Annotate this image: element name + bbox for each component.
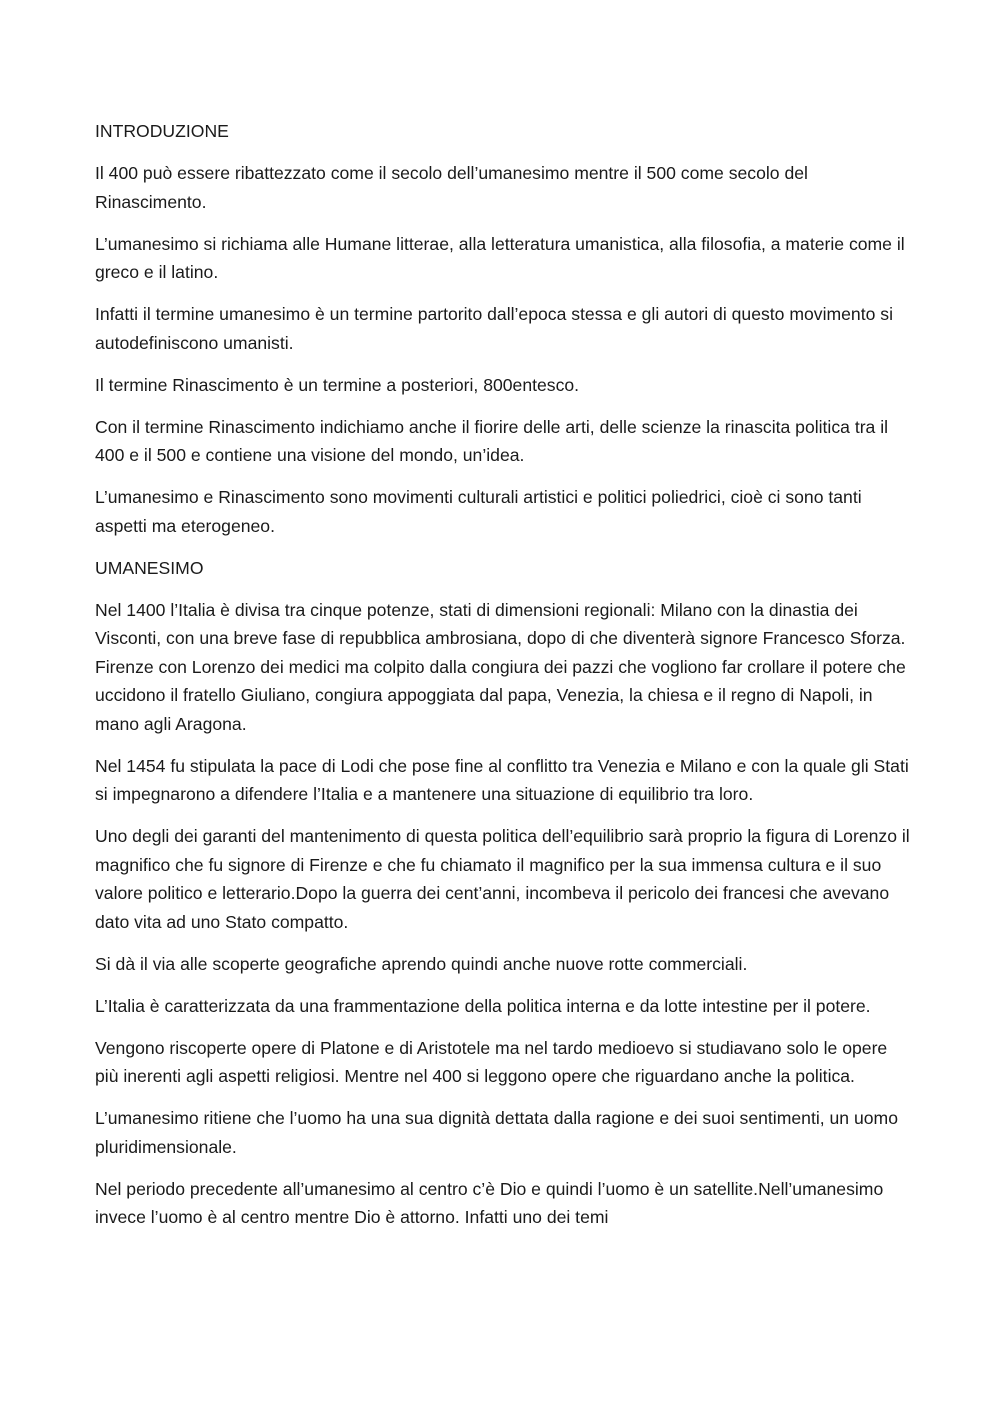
paragraph: Nel 1454 fu stipulata la pace di Lodi che pose fine al conflitto tra Venezia e Milano e con la quale gli Stati si impegnarono a difendere l’Italia e a mantenere una situazione di equilibrio tra loro. (95, 755, 909, 804)
paragraph: Nel periodo precedente all’umanesimo al centro c’è Dio e quindi l’uomo è un satellite.Nell’umanesimo invece l’uomo è al centro mentre Dio è attorno. Infatti uno dei temi (95, 1178, 884, 1227)
paragraph: Con il termine Rinascimento indichiamo anche il fiorire delle arti, delle scienze la rinascita politica tra il 400 e il 500 e contiene una visione del mondo, un’idea. (95, 416, 889, 465)
paragraph: L’umanesimo si richiama alle Humane litterae, alla letteratura umanistica, alla filosofia, a materie come il greco e il latino. (95, 233, 905, 282)
section-heading-umanesimo: UMANESIMO (95, 557, 204, 578)
paragraph: L’Italia è caratterizzata da una frammentazione della politica interna e da lotte intestine per il potere. (95, 995, 871, 1016)
paragraph: L’umanesimo ritiene che l’uomo ha una sua dignità dettata dalla ragione e dei suoi sentimenti, un uomo pluridimensionale. (95, 1108, 898, 1157)
paragraph: Infatti il termine umanesimo è un termine partorito dall’epoca stessa e gli autori di questo movimento si autodefiniscono umanisti. (95, 304, 893, 353)
document-page (95, 117, 910, 1245)
section-heading-introduzione: INTRODUZIONE (95, 121, 229, 141)
paragraph: Uno degli dei garanti del mantenimento di questa politica dell’equilibrio sarà proprio la figura di Lorenzo il magnifico che fu signore di Firenze e che fu chiamato il magnifico per la sua immensa cultura e il suo valore politico e letterario.Dopo la guerra dei cent’anni, incombeva il pericolo dei francesi che avevano dato vita ad uno Stato compatto. (95, 826, 910, 932)
paragraph: Il 400 può essere ribattezzato come il secolo dell’umanesimo mentre il 500 come secolo del Rinascimento. (95, 163, 808, 212)
paragraph: L’umanesimo e Rinascimento sono movimenti culturali artistici e politici poliedrici, cioè ci sono tanti aspetti ma eterogeneo. (95, 487, 862, 536)
paragraph: Si dà il via alle scoperte geografiche aprendo quindi anche nuove rotte commerciali. (95, 953, 748, 974)
paragraph: Vengono riscoperte opere di Platone e di Aristotele ma nel tardo medioevo si studiavano solo le opere più inerenti agli aspetti religiosi. Mentre nel 400 si leggono opere che riguardano anche la politica. (95, 1037, 888, 1086)
paragraph: Il termine Rinascimento è un termine a posteriori, 800entesco. (95, 374, 580, 395)
paragraph: Nel 1400 l’Italia è divisa tra cinque potenze, stati di dimensioni regionali: Milano con la dinastia dei Visconti, con una breve fase di repubblica ambrosiana, dopo di che diventerà signore Francesco Sforza. Firenze con Lorenzo dei medici ma colpito dalla congiura dei pazzi che vogliono far crollare il potere che uccidono il fratello Giuliano, congiura appoggiata dal papa, Venezia, la chiesa e il regno di Napoli, in mano agli Aragona. (95, 599, 906, 734)
